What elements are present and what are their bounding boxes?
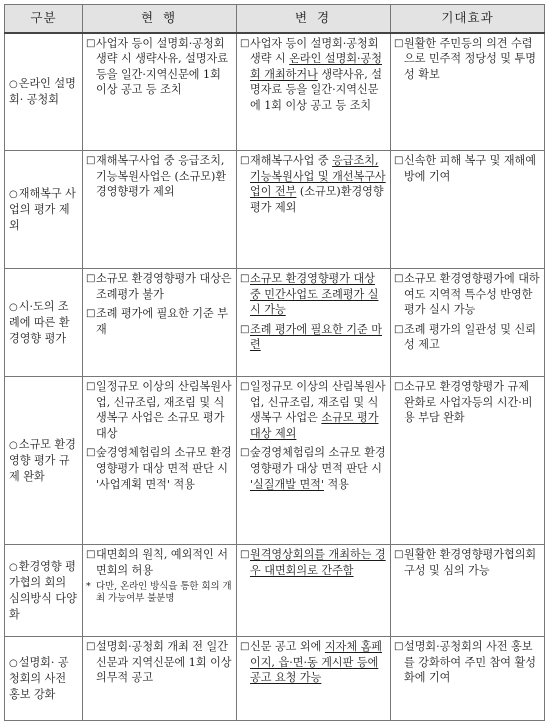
circle-bullet-icon: ○ [9, 301, 18, 313]
square-bullet-icon: □ [394, 323, 404, 335]
change-cell [237, 545, 391, 637]
current-item-text: 숲경영체험림의 소규모 환경영향평가 대상 면적 판단 시 '사업계획 면적' 적용 [96, 446, 232, 491]
row-category-cell [5, 545, 83, 637]
square-bullet-icon: □ [394, 381, 404, 392]
current-item-text: 조례 평가에 필요한 기준 부재 [96, 307, 228, 336]
square-bullet-icon: □ [86, 641, 96, 652]
table-row [5, 33, 545, 151]
table-row [5, 637, 545, 721]
effect-cell [391, 151, 545, 269]
table-row [5, 377, 545, 545]
current-cell [83, 151, 237, 269]
asterisk-mark: * [86, 581, 91, 593]
change-item [240, 445, 387, 492]
circle-bullet-icon: ○ [9, 657, 18, 669]
change-item-underlined: 온라인 설명회·공청회 개최하거나 [250, 52, 382, 81]
header-row [5, 5, 545, 33]
current-item [86, 271, 233, 302]
change-item [240, 379, 387, 441]
change-item-after: 생략사유, 설명자료 등을 일간·지역신문에 1회 이상 공고 등 조치 [250, 67, 382, 112]
current-note [86, 581, 233, 605]
current-item-text: 일정규모 이상의 산림복원사업, 신규조림, 재조림 및 식생복구 사업은 소규모 평가 대상 [96, 380, 232, 440]
effect-cell [391, 377, 545, 545]
circle-bullet-icon: ○ [9, 78, 18, 90]
change-item [240, 547, 387, 578]
effect-item [394, 153, 541, 184]
row-category-label: 설명회· 공청회의 사전 홍보 강화 [9, 655, 69, 701]
current-item [86, 153, 233, 200]
row-category-label: 소규모 환경영향 평가 규제 완화 [9, 437, 76, 483]
header-category: 구분 [5, 5, 83, 33]
change-item [240, 271, 387, 318]
change-cell [237, 151, 391, 269]
change-item-text: 일정규모 이상의 산림복원사업, 신규조림, 재조림 및 식생복구 사업은 [250, 380, 386, 425]
current-item-text: 사업자 등이 설명회·공청회 생략 시 생략사유, 설명자료 등을 일간·지역신문에 1회 이상 공고 등 조치 [96, 36, 228, 97]
square-bullet-icon: □ [86, 37, 96, 49]
change-item-underlined: 소규모 환경영향평가 대상 중 민간사업도 조례평가 실시 가능 [250, 272, 379, 317]
effect-item [394, 547, 541, 578]
change-item-text: 신문 공고 외에 [250, 640, 325, 653]
current-item [86, 547, 233, 578]
effect-cell [391, 545, 545, 637]
row-category-cell [5, 269, 83, 377]
effect-item [394, 36, 541, 83]
square-bullet-icon: □ [394, 37, 404, 49]
effect-item [394, 639, 541, 686]
header-change: 변 경 [237, 5, 391, 33]
current-item-text: 대면회의 원칙, 예외적인 서면회의 허용 [96, 548, 228, 577]
header-effect: 기대효과 [391, 5, 545, 33]
change-cell [237, 637, 391, 721]
current-item-text: 재해복구사업 중 응급조치, 기능복원사업은 (소규모)환경영향평가 제외 [96, 154, 227, 199]
change-item-after: (소규모)환경영향평가 제외 [250, 185, 384, 214]
current-item [86, 306, 233, 337]
square-bullet-icon: □ [240, 447, 250, 459]
effect-item-text: 설명회·공청회의 사전 홍보를 강화하여 주민 참여 활성화에 기여 [404, 640, 536, 685]
current-cell [83, 33, 237, 151]
change-cell [237, 33, 391, 151]
square-bullet-icon: □ [394, 155, 404, 166]
current-cell [83, 545, 237, 637]
effect-item [394, 379, 541, 426]
current-item [86, 379, 233, 441]
row-category-cell [5, 151, 83, 269]
square-bullet-icon: □ [394, 641, 404, 652]
effect-cell [391, 269, 545, 377]
square-bullet-icon: □ [394, 549, 404, 560]
change-item-underlined: 소규모 평가 대상 제외 [250, 411, 379, 440]
effect-item-text: 조례 평가의 일관성 및 신뢰성 제고 [404, 322, 536, 352]
circle-bullet-icon: ○ [9, 188, 18, 200]
change-item-text: 재해복구사업 중 [250, 154, 333, 167]
row-category-label: 환경영향 평가협의 회의 심의방식 다양화 [9, 559, 77, 621]
square-bullet-icon: □ [86, 447, 96, 459]
current-note-text: 다만, 온라인 방식을 통한 회의 개최 가능여부 불분명 [96, 581, 232, 604]
current-item-text: 소규모 환경영향평가 대상은 조례평가 불가 [96, 272, 232, 301]
effect-item-text: 소규모 환경영향평가에 대하여도 지역적 특수성 반영한 평가 실시 가능 [404, 272, 540, 317]
square-bullet-icon: □ [86, 155, 96, 166]
row-category-label: 온라인 설명회· 공청회 [9, 76, 76, 107]
row-category-label: 시·도의 조례에 따른 환경영향 평가 [9, 299, 70, 345]
effect-item-text: 원활한 환경영향평가협의회 구성 및 심의 가능 [404, 548, 537, 577]
table-row [5, 269, 545, 377]
effect-item [394, 322, 541, 353]
square-bullet-icon: □ [240, 641, 250, 652]
effect-cell [391, 33, 545, 151]
effect-item-text: 소규모 환경영향평가 규제 완화로 사업자등의 시간·비용 부담 완화 [404, 380, 533, 425]
change-cell [237, 377, 391, 545]
row-category-cell [5, 33, 83, 151]
table-row [5, 545, 545, 637]
square-bullet-icon: □ [86, 273, 96, 284]
effect-cell [391, 637, 545, 721]
change-item-underlined: '실질개발 면적' [250, 477, 324, 491]
change-item-underlined: 지자체 홈페이지, 읍·면·동 게시판 등에 공고 요청 가능 [250, 640, 383, 685]
current-item [86, 36, 233, 98]
square-bullet-icon: □ [86, 549, 96, 560]
change-item-text: 사업자 등이 설명회·공청회 생략 시 [250, 36, 379, 66]
change-item-text: 숲경영체험림의 소규모 환경영향평가 대상 면적 판단 시 [250, 446, 386, 475]
square-bullet-icon: □ [86, 381, 96, 392]
square-bullet-icon: □ [240, 381, 250, 392]
comparison-table [4, 4, 545, 721]
current-cell [83, 377, 237, 545]
current-item-text: 설명회·공청회 개최 전 일간신문과 지역신문에 1회 이상 의무적 공고 [96, 640, 232, 685]
change-item-underlined: 원격영상회의를 개최하는 경우 대면회의로 간주함 [250, 548, 386, 577]
change-item [240, 36, 387, 114]
square-bullet-icon: □ [86, 308, 96, 320]
table-body [5, 33, 545, 721]
change-item [240, 322, 387, 353]
current-item [86, 639, 233, 686]
current-cell [83, 269, 237, 377]
effect-item-text: 원활한 주민등의 의견 수렴으로 민주적 정당성 및 투명성 확보 [404, 36, 536, 81]
square-bullet-icon: □ [240, 37, 250, 49]
square-bullet-icon: □ [240, 155, 250, 166]
effect-item [394, 271, 541, 318]
row-category-cell [5, 377, 83, 545]
header-current: 현 행 [83, 5, 237, 33]
effect-item-text: 신속한 피해 복구 및 재해예방에 기여 [404, 154, 536, 183]
row-category-cell [5, 637, 83, 721]
current-cell [83, 637, 237, 721]
square-bullet-icon: □ [394, 273, 404, 284]
row-category-label: 재해복구 사업의 평가 제외 [9, 186, 76, 232]
change-cell [237, 269, 391, 377]
circle-bullet-icon: ○ [9, 439, 18, 451]
change-item-underlined: 조례 평가에 필요한 기준 마련 [250, 322, 382, 352]
current-item [86, 445, 233, 492]
change-item-after: 적용 [323, 477, 349, 491]
table-row [5, 151, 545, 269]
circle-bullet-icon: ○ [9, 561, 18, 573]
square-bullet-icon: □ [240, 549, 250, 560]
square-bullet-icon: □ [240, 323, 250, 335]
change-item-underlined: 응급조치, 기능복원사업 및 개선복구사업이 전부 [250, 154, 386, 199]
change-item [240, 153, 387, 215]
square-bullet-icon: □ [240, 273, 250, 284]
change-item [240, 639, 387, 686]
